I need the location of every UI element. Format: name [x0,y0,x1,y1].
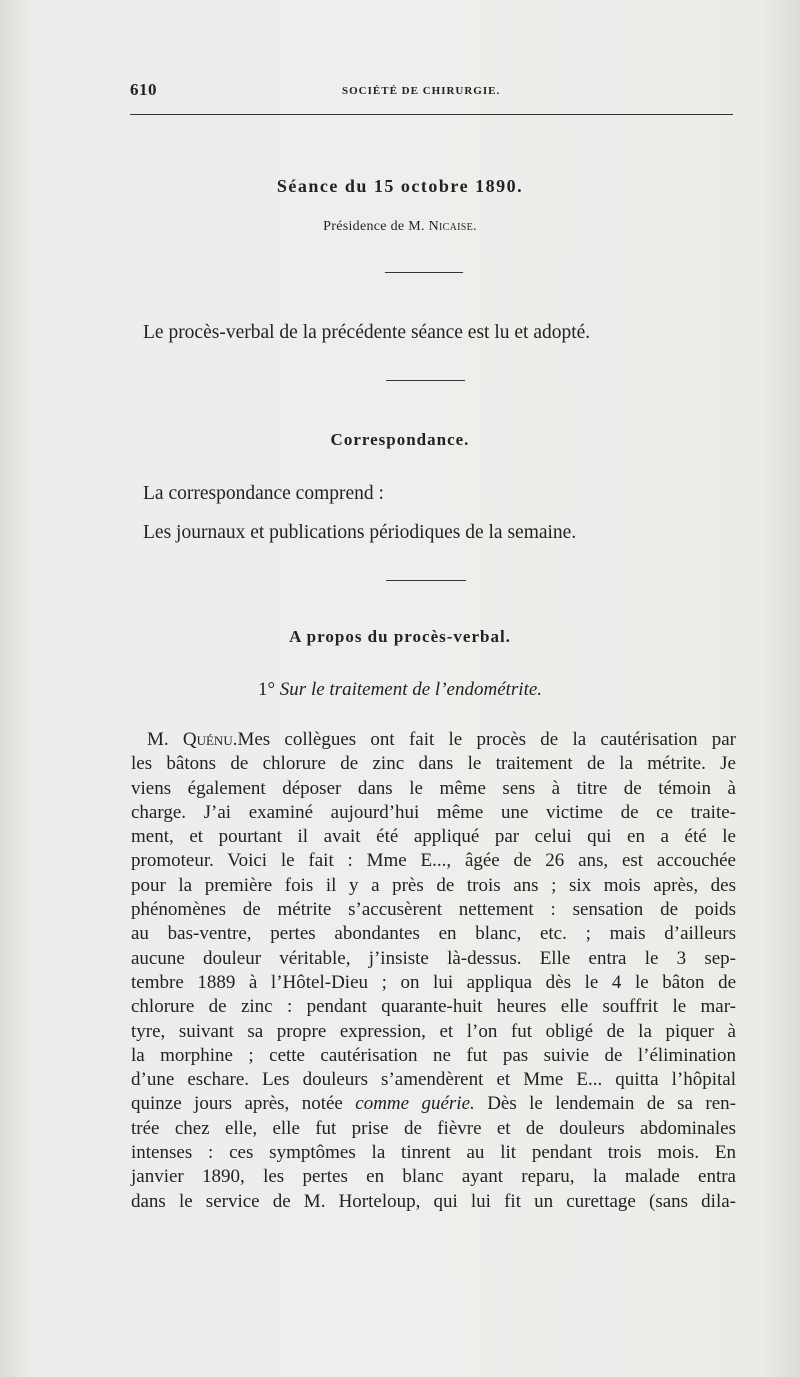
presidence-name: Nicaise [428,219,474,234]
presidence-prefix: Présidence de M. [323,219,429,234]
body-line-text: Dès le lendemain de sa ren- [474,1093,736,1115]
apropos-heading: A propos du procès-verbal. [289,627,511,646]
body-line-text: Mes collègues ont fait le procès de la cautérisation par [237,729,736,750]
italic-phrase: comme guérie. [355,1093,475,1115]
body-line: intenses : ces symptômes la tinrent au lit pendant trois mois. En [131,1142,736,1164]
seance-title: Séance du 15 octobre 1890. [276,176,524,196]
running-head [130,80,733,104]
body-line [131,728,736,752]
proces-verbal-line: Le procès-verbal de la précédente séance est lu et adopté. [143,322,591,343]
correspondance-heading: Correspondance. [330,430,470,449]
section-rule [386,380,465,381]
body-line: chlorure de zinc : pendant quarante-huit heures elle souffrit le mar- [131,996,736,1018]
section-rule [386,580,466,581]
body-line [131,1092,736,1116]
section-rule [385,272,463,273]
body-line: la morphine ; cette cautérisation ne fut pas suivie de l’élimination [131,1044,736,1066]
header-rule [130,114,733,115]
body-line: ment, et pourtant il avait été appliqué par celui qui en a été le [131,826,736,848]
body-line-text: quinze jours après, notée [131,1093,356,1115]
body-line: d’une eschare. Les douleurs s’amendèrent et Mme E... quitta l’hôpital [131,1069,736,1091]
body-line: les bâtons de chlorure de zinc dans le traitement de la métrite. Je [131,753,736,775]
presidence-suffix: . [473,219,477,234]
body-line: pour la première fois il y a près de trois ans ; six mois après, des [131,874,736,896]
presidence-line [0,219,800,235]
body-line: aucune douleur véritable, j’insiste là-dessus. Elle entra le 3 sep- [131,947,736,969]
correspondance-line-2: Les journaux et publications périodiques de la semaine. [143,522,577,543]
subsection-title-italic: Sur le traitement de l’endométrite. [279,679,543,700]
body-line: tembre 1889 à l’Hôtel-Dieu ; on lui appliqua dès le 4 le bâton de [131,971,736,993]
running-title: SOCIÉTÉ DE CHIRURGIE. [342,85,501,97]
correspondance-line-1: La correspondance comprend : [143,483,384,504]
subsection-title [0,679,800,701]
body-line: janvier 1890, les pertes en blanc ayant reparu, la malade entra [131,1166,736,1188]
body-line: tyre, suivant sa propre expression, et l’on fut obligé de la piquer à [131,1020,736,1042]
body-line: trée chez elle, elle fut prise de fièvre et de douleurs abdominales [131,1117,736,1139]
body-line: phénomènes de métrite s’accusèrent nettement : sensation de poids [131,899,736,921]
subsection-number: 1° [257,679,280,700]
speaker-name: M. Quénu. [147,729,238,750]
body-line: viens également déposer dans le même sens à titre de témoin à [131,777,736,799]
body-line: charge. J’ai examiné aujourd’hui même une victime de ce traite- [131,801,736,823]
body-line: promoteur. Voici le fait : Mme E..., âgée de 26 ans, est accouchée [131,850,736,872]
body-line: au bas-ventre, pertes abondantes en blanc, etc. ; mais d’ailleurs [131,923,736,945]
body-paragraph [131,728,736,1214]
page-number: 610 [130,80,157,99]
body-line: dans le service de M. Horteloup, qui lui fit un curettage (sans dila- [131,1190,736,1212]
